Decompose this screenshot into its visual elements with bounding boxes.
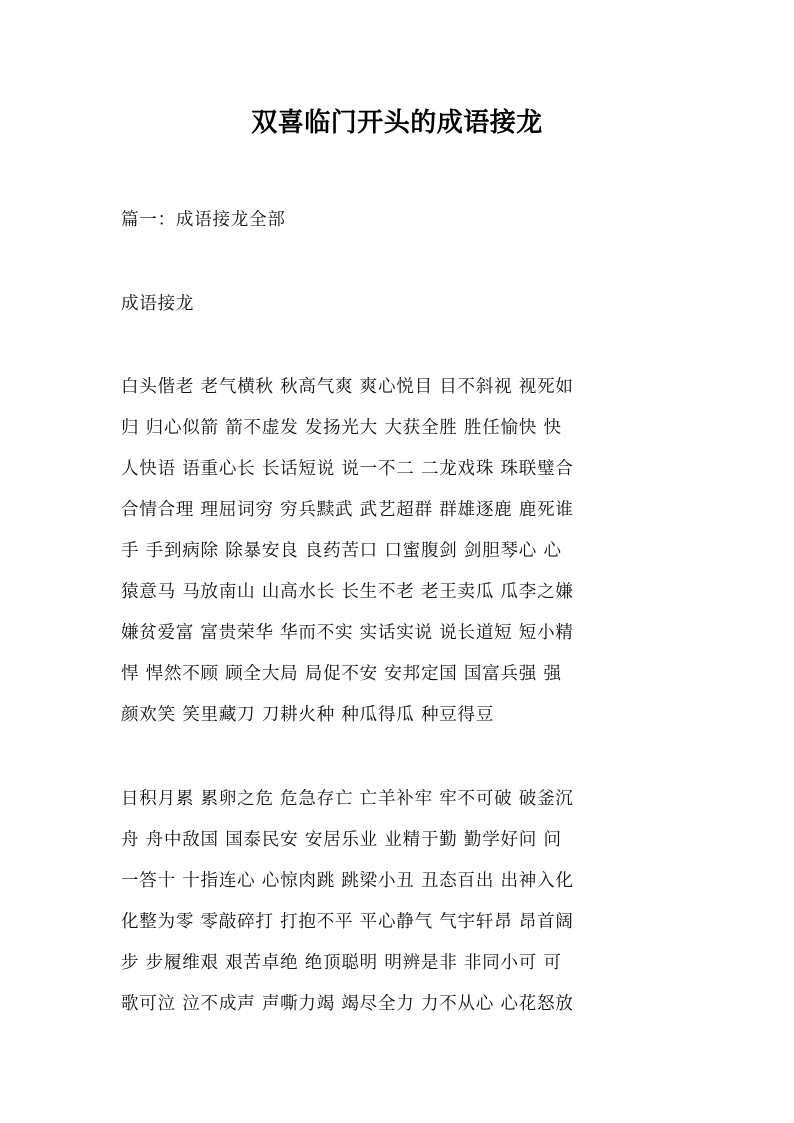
document-title: 双喜临门开头的成语接龙 [251, 108, 543, 138]
paragraph-1-line-9: 颜欢笑 笑里藏刀 刀耕火种 种瓜得瓜 种豆得豆 [121, 705, 495, 725]
paragraph-1-line-1: 白头偕老 老气横秋 秋高气爽 爽心悦目 目不斜视 视死如 [121, 377, 574, 397]
paragraph-2-line-1: 日积月累 累卵之危 危急存亡 亡羊补牢 牢不可破 破釜沉 [121, 789, 574, 809]
paragraph-2-line-4: 化整为零 零敲碎打 打抱不平 平心静气 气宇轩昂 昂首阔 [121, 912, 574, 932]
paragraph-1-line-7: 嫌贫爱富 富贵荣华 华而不实 实话实说 说长道短 短小精 [121, 623, 574, 643]
section-subheading: 成语接龙 [121, 294, 195, 314]
paragraph-1-line-8: 悍 悍然不顾 顾全大局 局促不安 安邦定国 国富兵强 强 [121, 664, 562, 684]
paragraph-2-line-6: 歌可泣 泣不成声 声嘶力竭 竭尽全力 力不从心 心花怒放 [121, 994, 574, 1014]
paragraph-2-line-2: 舟 舟中敌国 国泰民安 安居乐业 业精于勤 勤学好问 问 [121, 830, 562, 850]
paragraph-1-line-6: 猿意马 马放南山 山高水长 长生不老 老王卖瓜 瓜李之嫌 [121, 582, 574, 602]
paragraph-1-line-4: 合情合理 理屈词穷 穷兵黩武 武艺超群 群雄逐鹿 鹿死谁 [121, 500, 574, 520]
paragraph-1-line-2: 归 归心似箭 箭不虚发 发扬光大 大获全胜 胜任愉快 快 [121, 418, 562, 438]
paragraph-1-line-5: 手 手到病除 除暴安良 良药苦口 口蜜腹剑 剑胆琴心 心 [121, 541, 562, 561]
paragraph-1-line-3: 人快语 语重心长 长话短说 说一不二 二龙戏珠 珠联璧合 [121, 459, 574, 479]
section-heading: 篇一：成语接龙全部 [121, 210, 286, 230]
paragraph-2-line-3: 一答十 十指连心 心惊肉跳 跳梁小丑 丑态百出 出神入化 [121, 871, 574, 891]
paragraph-2-line-5: 步 步履维艰 艰苦卓绝 绝顶聪明 明辨是非 非同小可 可 [121, 953, 562, 973]
